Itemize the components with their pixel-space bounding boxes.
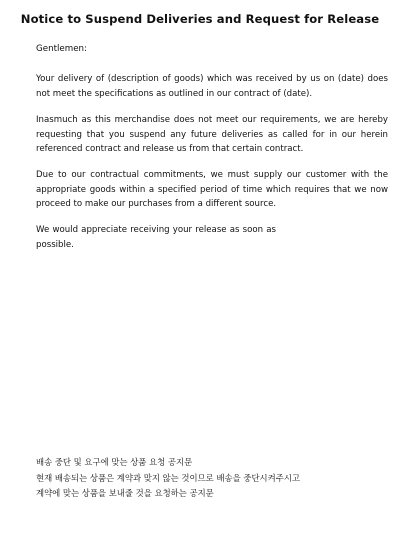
body-paragraph-suspend-request: Inasmuch as this merchandise does not meet our requirements, we are hereby requesting that you suspend any future deliveries as called for in our herein referenced contract and release us from that certain contract.	[36, 115, 388, 154]
korean-note-line: 계약에 맞는 상품을 보내줄 것을 요청하는 공지문	[36, 488, 214, 498]
body-paragraph-delivery: Your delivery of (description of goods) which was received by us on (date) does not meet the specifications as outlined in our contract of (date).	[36, 74, 388, 99]
document-title: Notice to Suspend Deliveries and Request for Release	[20, 12, 380, 26]
body-paragraph-closing: We would appreciate receiving your release as soon as possible.	[36, 225, 276, 250]
korean-note-line: 현재 배송되는 상품은 계약과 맞지 않는 것이므로 배송을 중단시켜주시고	[36, 473, 301, 483]
body-paragraph-commitments: Due to our contractual commitments, we must supply our customer with the appropriate goods within a specified period of time which requires that we now proceed to make our purchases from a different source.	[36, 170, 388, 209]
salutation: Gentlemen:	[36, 44, 87, 54]
korean-note-title: 배송 중단 및 요구에 맞는 상품 요청 공지문	[36, 457, 193, 467]
